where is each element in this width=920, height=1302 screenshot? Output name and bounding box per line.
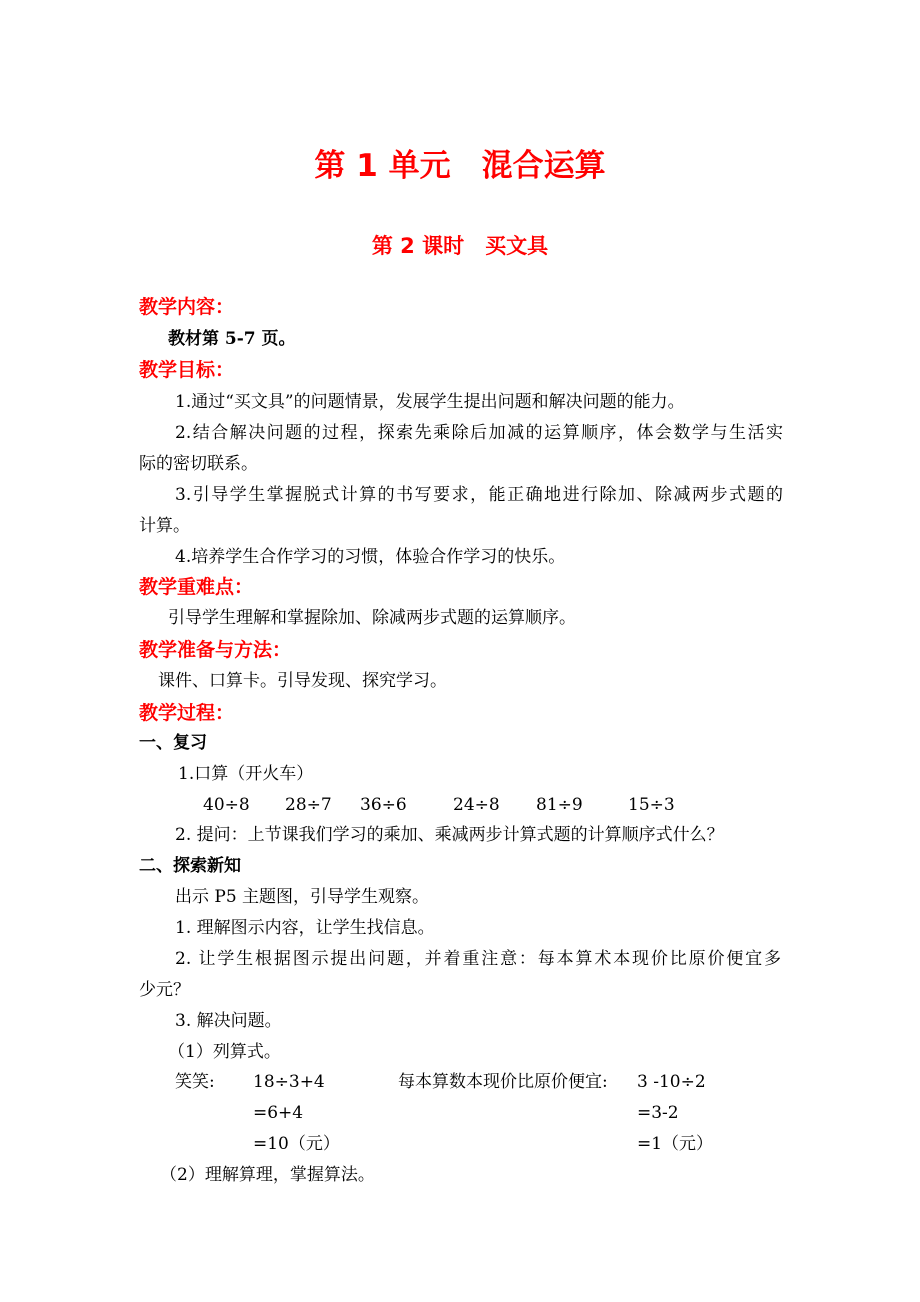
review-item-1: 1.口算（开火车） [178,764,314,784]
calc-right-line: =1（元） [637,1134,714,1154]
explore-part-1: （1）列算式。 [168,1042,281,1062]
goal-3-line-1: 3.引导学生掌握脱式计算的书写要求，能正确地进行除加、除减两步式题的 [175,485,783,505]
lesson-subtitle: 第 2 课时 买文具 [371,234,549,258]
explore-step-1: 1. 理解图示内容，让学生找信息。 [175,918,435,938]
calc-right-line: 3 -10÷2 [637,1072,706,1092]
goal-3-line-2: 计算。 [139,516,190,536]
section-heading-key: 教学重难点： [139,576,254,598]
goal-2-line-2: 际的密切联系。 [139,454,258,474]
page-title: 第 1 单元 混合运算 [314,148,606,184]
calc-right-label: 每本算数本现价比原价便宜: [398,1072,608,1092]
prep-text: 课件、口算卡。引导发现、探究学习。 [158,671,447,691]
oral-calc: 28÷7 [285,795,332,815]
goal-2-line-1: 2.结合解决问题的过程，探索先乘除后加减的运算顺序，体会数学与生活实 [175,423,783,443]
explore-step-3: 3. 解决问题。 [175,1011,282,1031]
calc-right-line: =3-2 [637,1103,679,1123]
explore-part-2: （2）理解算理，掌握算法。 [160,1165,375,1185]
section-heading-content: 教学内容： [139,296,235,318]
calc-left-line: =6+4 [253,1103,304,1123]
review-item-2: 2. 提问：上节课我们学习的乘加、乘减两步计算式题的计算顺序式什么？ [175,825,724,845]
section-heading-process: 教学过程： [139,702,235,724]
oral-calc: 81÷9 [536,795,583,815]
review-heading: 一、复习 [139,733,207,753]
key-text: 引导学生理解和掌握除加、除减两步式题的运算顺序。 [168,608,576,628]
oral-calc: 40÷8 [203,795,250,815]
section-heading-prep: 教学准备与方法： [139,639,292,661]
goal-4: 4.培养学生合作学习的习惯，体验合作学习的快乐。 [175,547,566,567]
calc-left-line: 18÷3+4 [253,1072,325,1092]
calc-left-line: =10（元） [253,1134,340,1154]
goal-1: 1.通过“买文具”的问题情景，发展学生提出问题和解决问题的能力。 [175,392,685,412]
oral-calc: 36÷6 [360,795,407,815]
explore-step-2-line-2: 少元？ [139,980,190,1000]
calc-left-label: 笑笑: [175,1072,215,1092]
explore-heading: 二、探索新知 [139,856,241,876]
oral-calc: 15÷3 [628,795,675,815]
explore-step-2-line-1: 2. 让学生根据图示提出问题，并着重注意：每本算术本现价比原价便宜多 [175,949,781,969]
content-text: 教材第 5-7 页。 [168,329,296,349]
section-heading-goals: 教学目标： [139,359,235,381]
oral-calc: 24÷8 [453,795,500,815]
explore-intro: 出示 P5 主题图，引导学生观察。 [175,887,430,907]
